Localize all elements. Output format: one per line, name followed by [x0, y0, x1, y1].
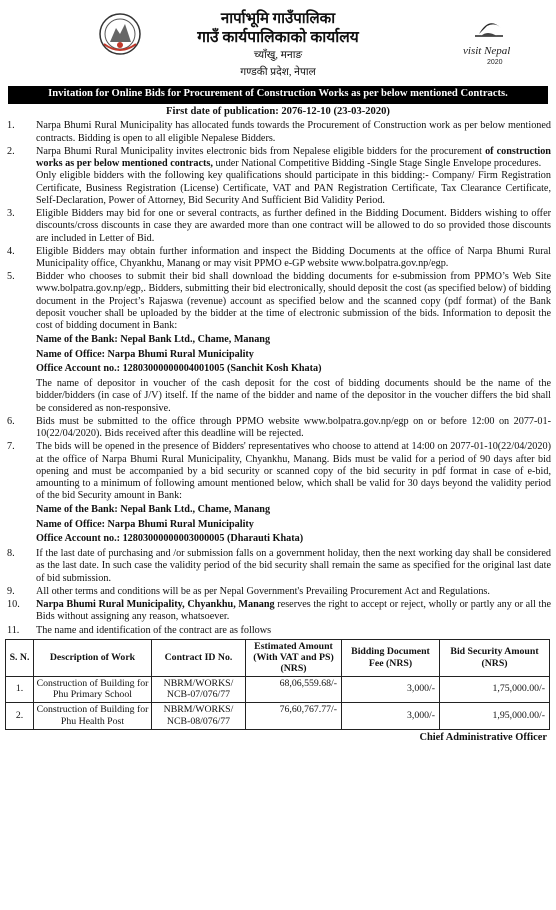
visit-nepal-year: 2020	[487, 59, 503, 66]
contracts-table	[5, 639, 550, 730]
depositor-note: The name of depositor in voucher of the cash deposit for the cost of bidding documents should be the name of the bidder/bidders (in case of J/V) itself. If the name of the bidder and name of the depositor in the voucher differs the bid shall be considered as non-responsive.	[36, 378, 551, 414]
clause-text-part: reserves the right to accept or reject, wholly or partly any or all the Bids without assigning any reason, whatsoever.	[36, 599, 551, 623]
clause-text-bold: of construction works as per below mentioned contracts,	[36, 145, 551, 170]
clause-6	[5, 416, 551, 440]
clause-text: Narpa Bhumi Rural Municipality has allocated funds towards the Procurement of Construction work as per below mentioned contracts. Bidding is open to all eligible Nepalese Bidders.	[36, 120, 551, 144]
office-location: च्याँखु, मनाङ	[253, 50, 303, 61]
table-row	[6, 703, 550, 730]
clause-number: 8.	[7, 548, 15, 560]
clause-number: 9.	[7, 585, 15, 597]
clause-text-part: under National Competitive Bidding -Single Stage Single Envelope procedures.	[212, 158, 542, 170]
col-header: Bid Security Amount (NRS)	[440, 639, 550, 676]
clause-number: 3.	[7, 208, 15, 220]
cell-estimated-amount: 76,60,767.77/-	[246, 703, 342, 730]
table-row	[6, 676, 550, 703]
office-name-line: Name of Office: Narpa Bhumi Rural Municipality	[36, 348, 254, 360]
clause-number: 7.	[7, 441, 15, 453]
bank-name: Name of the Bank: Nepal Bank Ltd., Chame, Manang	[36, 334, 271, 346]
clause-8	[5, 548, 551, 585]
cell-sn: 1.	[6, 676, 34, 703]
clause-text-part: Narpa Bhumi Rural Municipality invites electronic bids from Nepalese eligible bidders for the procurement	[36, 145, 486, 157]
clause-text-bold: Narpa Bhumi Rural Municipality, Chyankhu, Manang	[36, 599, 275, 611]
clause-number: 10.	[7, 599, 20, 611]
province-name: गण्डकी प्रदेश, नेपाल	[240, 67, 316, 78]
clause-text: If the last date of purchasing and /or submission falls on a government holiday, then the next working day shall be considered as the last date. In such case the validity period of the bid security shall remain the same as specified for the original last date of bid submission.	[36, 548, 551, 584]
cell-contract-id: NBRM/WORKS/ NCB-07/076/77	[152, 676, 246, 703]
col-header: Estimated Amount (With VAT and PS) (NRS)	[246, 639, 342, 676]
cell-estimated-amount: 68,06,559.68/-	[246, 676, 342, 703]
col-header: Description of Work	[34, 639, 152, 676]
municipality-name: नार्पाभूमि गाउँपालिका	[220, 11, 336, 27]
clause-text	[36, 599, 551, 623]
clause-text: Eligible Bidders may bid for one or several contracts, as further defined in the Bidding Document. Bidders wishing to offer discounts/cross discounts in case they are awarded more than one contract will be allowed to do so provided those discounts are included in Letter of Bid.	[36, 208, 551, 244]
notice-title-banner: Invitation for Online Bids for Procurement of Construction Works as per below mentioned Contracts.	[8, 86, 548, 104]
clause-9	[5, 586, 551, 598]
clause-number: 4.	[7, 245, 15, 257]
col-header: Bidding Document Fee (NRS)	[342, 639, 440, 676]
qualifications-text: Only eligible bidders with the following key qualifications should participate in this bidding:- Company/ Firm Registration Certificate, Business Registration (License) Certificate, VAT and PAN Registration Certificate, Tax Clearance Certificate, Self-Declaration, Power of Attorney, Bid Security And Sufficient Bid Validity Period.	[36, 170, 551, 206]
clause-3	[5, 208, 551, 245]
office-name-line: Name of Office: Narpa Bhumi Rural Municipality	[36, 518, 254, 530]
table-header-row	[6, 639, 550, 676]
clause-number: 11.	[7, 624, 20, 636]
letterhead	[5, 0, 551, 86]
office-name: गाउँ कार्यपालिकाको कार्यालय	[197, 29, 359, 46]
bank-details-fee	[5, 334, 551, 375]
col-header: S. N.	[6, 639, 34, 676]
clause-number: 1.	[7, 120, 15, 132]
clause-text: Bidder who chooses to submit their bid shall download the bidding documents for e-submission from PPMO’s Web Site www.bolpatra.gov.np/egp,. Bidders, submitting their bid electronically, should deposit the cost (as specified below) of bidding document in the Project’s Rajaswa (revenue) account as specified below and the scanned copy (pdf format) of the Bank deposit voucher shall be uploaded by the bidder at the time of electronic submission of the bids. Information to deposit the cost of bidding document in Bank:	[36, 271, 551, 332]
col-header: Contract ID No.	[152, 639, 246, 676]
clause-1	[5, 120, 551, 144]
visit-nepal-logo-icon	[457, 12, 521, 68]
clause-text	[36, 146, 551, 207]
clause-text: Bids must be submitted to the office through PPMO website www.bolpatra.gov.np/egp on or before 12:00 on 2077-01-10(22/04/2020). Bids received after this deadline will be rejected.	[36, 415, 551, 440]
office-account: Office Account no.: 12803000000003000005 (Dharauti Khata)	[36, 532, 304, 544]
clause-number: 5.	[7, 271, 15, 283]
clause-2	[5, 146, 551, 207]
publication-date: First date of publication: 2076-12-10 (23-03-2020)	[166, 105, 390, 117]
clause-7	[5, 441, 551, 502]
clause-10	[5, 599, 551, 623]
clause-5	[5, 271, 551, 332]
clause-number: 2.	[7, 145, 15, 157]
bank-name: Name of the Bank: Nepal Bank Ltd., Chame, Manang	[36, 504, 271, 516]
clause-text: Eligible Bidders may obtain further information and inspect the Bidding Documents at the office of Narpa Bhumi Rural Municipality office, Chyankhu, Manang or may visit PPMO e-GP website www.bolpatra.gov.np/egp.	[36, 245, 551, 269]
bank-details-security	[5, 504, 551, 545]
visit-nepal-text: visit Nepal	[463, 45, 511, 57]
signature-title: Chief Administrative Officer	[419, 731, 547, 743]
cell-contract-id: NBRM/WORKS/ NCB-08/076/77	[152, 703, 246, 730]
clause-4	[5, 246, 551, 270]
cell-sn: 2.	[6, 703, 34, 730]
cell-description: Construction of Building for Phu Health Post	[34, 703, 152, 730]
cell-bid-security: 1,95,000.00/-	[440, 703, 550, 730]
cell-description: Construction of Building for Phu Primary School	[34, 676, 152, 703]
clause-number: 6.	[7, 415, 15, 427]
cell-bid-security: 1,75,000.00/-	[440, 676, 550, 703]
clause-text: The bids will be opened in the presence of Bidders' representatives who choose to attend at 14:00 on 2077-01-10(22/04/2020) at the office of Narpa Bhumi Rural Municipality, Chyankhu, Manang. Bids must be valid for a period of 90 days after bid opening and must be accompanied by a bid security or scanned copy of the bid security in pdf format in case of e-bid, amounting to a minimum of following amount mentioned below, which shall be valid for 30 days beyond the validity period of the bid Security amount in Bank:	[36, 441, 551, 502]
clause-11	[5, 625, 551, 637]
office-account: Office Account no.: 12803000000004001005 (Sanchit Kosh Khata)	[36, 362, 322, 374]
cell-document-fee: 3,000/-	[342, 676, 440, 703]
clause-text: All other terms and conditions will be as per Nepal Government's Prevailing Procurement Act and Regulations.	[36, 585, 490, 597]
clause-text: The name and identification of the contract are as follows	[36, 624, 272, 636]
cell-document-fee: 3,000/-	[342, 703, 440, 730]
